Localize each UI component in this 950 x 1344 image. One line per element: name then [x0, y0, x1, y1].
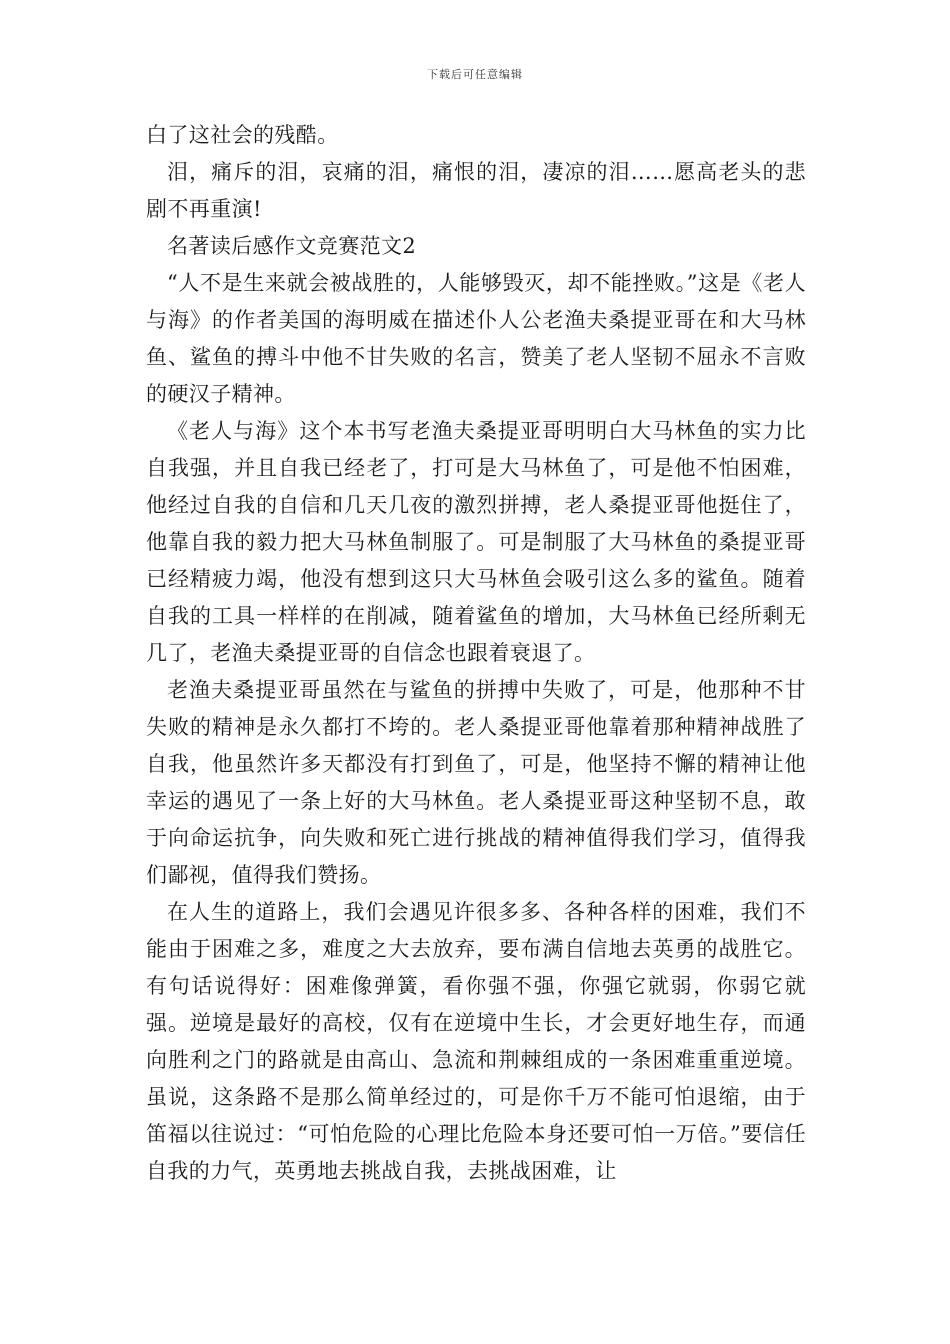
paragraph-spirit: 老渔夫桑提亚哥虽然在与鲨鱼的拼搏中失败了，可是，他那种不甘失败的精神是永久都打不垮的。老人桑提亚哥他靠着那种精神战胜了自我，他虽然许多天都没有打到鱼了，可是，他坚持不懈的精神让他幸运的遇见了一条上好的大马林鱼。老人桑提亚哥这种坚韧不息，敢于向命运抗争，向失败和死亡进行挑战的精神值得我们学习，值得我们鄙视，值得我们赞扬。 — [146, 678, 806, 887]
paragraph-tears: 泪，痛斥的泪，哀痛的泪，痛恨的泪，凄凉的泪……愿高老头的悲剧不再重演! — [146, 160, 806, 221]
section-title: 名著读后感作文竞赛范文2 — [167, 234, 417, 258]
page-header-note: 下载后可任意编辑 — [427, 68, 523, 81]
paragraph-continuation: 白了这社会的残酷。 — [146, 123, 339, 147]
paragraph-life-road: 在人生的道路上，我们会遇见许很多多、各种各样的困难，我们不能由于困难之多，难度之大去放弃，要布满自信地去英勇的战胜它。有句话说得好：困难像弹簧，看你强不强，你强它就弱，你弱它就强。逆境是最好的高校，仅有在逆境中生长，才会更好地生存，而通向胜利之门的路就是由高山、急流和荆棘组成的一条困难重重逆境。虽说，这条路不是那么简单经过的，可是你千万不能可怕退缩，由于笛福以往说过：“可怕危险的心理比危险本身还要可怕一万倍。”要信任自我的力气，英勇地去挑战自我，去挑战困难，让 — [146, 900, 806, 1183]
document-body — [146, 117, 806, 1190]
paragraph-quote: “人不是生来就会被战胜的，人能够毁灭，却不能挫败。”这是《老人与海》的作者美国的海明威在描述仆人公老渔夫桑提亚哥在和大马林鱼、鲨鱼的搏斗中他不甘失败的名言，赞美了老人坚韧不屈永不言败的硬汉子精神。 — [146, 271, 806, 406]
paragraph-story: 《老人与海》这个本书写老渔夫桑提亚哥明明白大马林鱼的实力比自我强，并且自我已经老了，打可是大马林鱼了，可是他不怕困难，他经过自我的自信和几天几夜的激烈拼搏，老人桑提亚哥他挺住了，他靠自我的毅力把大马林鱼制服了。可是制服了大马林鱼的桑提亚哥已经精疲力竭，他没有想到这只大马林鱼会吸引这么多的鲨鱼。随着自我的工具一样样的在削减，随着鲨鱼的增加，大马林鱼已经所剩无几了，老渔夫桑提亚哥的自信念也跟着衰退了。 — [146, 419, 806, 665]
